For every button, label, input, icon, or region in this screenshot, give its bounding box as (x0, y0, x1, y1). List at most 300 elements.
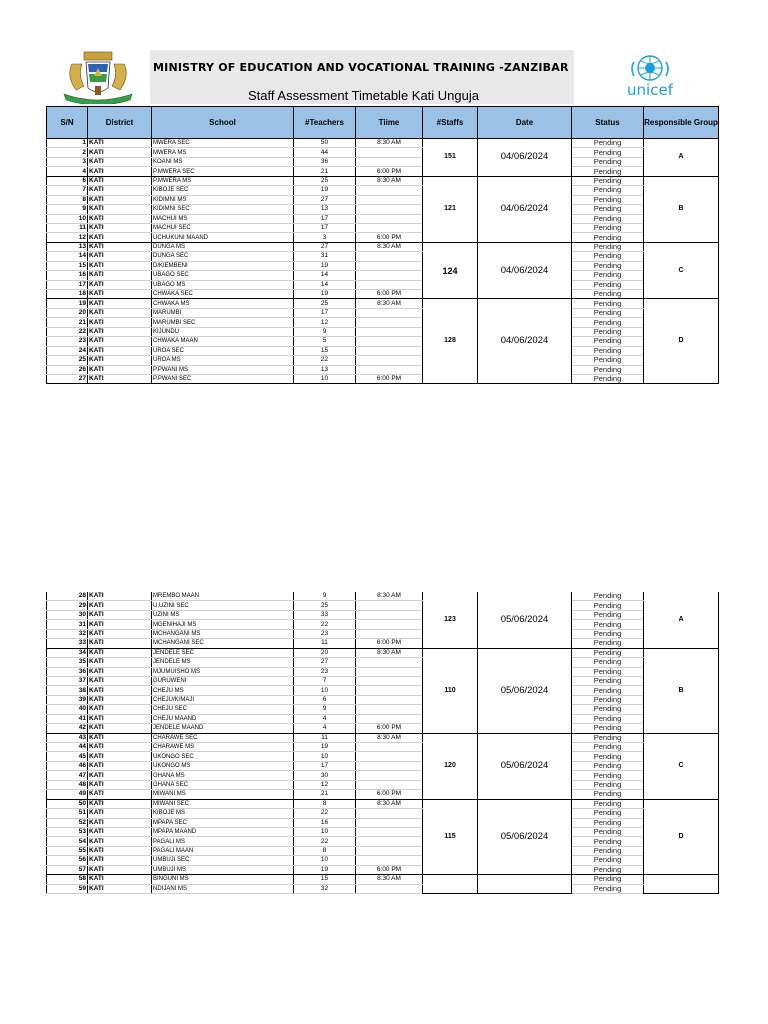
school-cell: MACHUI MS (152, 214, 294, 223)
status-cell: Pending (572, 846, 644, 855)
table-row (47, 771, 719, 780)
teachers-cell: 10 (294, 374, 356, 383)
serial-number-cell: 58 (47, 875, 88, 884)
time-cell (356, 186, 423, 195)
responsible-group-cell: B (644, 648, 719, 733)
district-cell: KATI (88, 261, 152, 270)
time-cell: 8:30 AM (356, 648, 423, 657)
teachers-cell: 23 (294, 667, 356, 676)
time-cell (356, 327, 423, 336)
time-cell: 6:00 PM (356, 639, 423, 648)
time-cell (356, 676, 423, 685)
time-cell (356, 214, 423, 223)
time-cell (356, 809, 423, 818)
school-cell: GHANA SEC (152, 780, 294, 789)
document-subtitle: Staff Assessment Timetable Kati Unguja (248, 88, 479, 103)
table-row (47, 639, 719, 648)
school-cell: MARUMBI SEC (152, 318, 294, 327)
serial-number-cell: 18 (47, 290, 88, 299)
status-cell: Pending (572, 308, 644, 317)
status-cell: Pending (572, 214, 644, 223)
status-cell: Pending (572, 299, 644, 308)
district-cell: KATI (88, 318, 152, 327)
district-cell: KATI (88, 724, 152, 733)
school-cell: MPAPA SEC (152, 818, 294, 827)
status-cell: Pending (572, 271, 644, 280)
serial-number-cell: 29 (47, 601, 88, 610)
teachers-cell: 17 (294, 223, 356, 232)
status-cell: Pending (572, 827, 644, 836)
serial-number-cell: 1 (47, 139, 88, 148)
serial-number-cell: 49 (47, 790, 88, 799)
staffs-cell: 120 (423, 733, 478, 799)
serial-number-cell: 25 (47, 356, 88, 365)
status-cell: Pending (572, 799, 644, 808)
teachers-cell: 23 (294, 629, 356, 638)
status-cell: Pending (572, 176, 644, 185)
table-row (47, 176, 719, 185)
teachers-cell: 15 (294, 875, 356, 884)
serial-number-cell: 39 (47, 695, 88, 704)
teachers-cell: 19 (294, 743, 356, 752)
teachers-cell: 14 (294, 271, 356, 280)
district-cell: KATI (88, 356, 152, 365)
status-cell: Pending (572, 648, 644, 657)
school-cell: MJUMUISHO MS (152, 667, 294, 676)
table-row (47, 875, 719, 884)
teachers-cell: 17 (294, 308, 356, 317)
district-cell: KATI (88, 790, 152, 799)
status-cell: Pending (572, 195, 644, 204)
teachers-cell: 31 (294, 252, 356, 261)
status-cell: Pending (572, 629, 644, 638)
district-cell: KATI (88, 799, 152, 808)
serial-number-cell: 13 (47, 242, 88, 251)
time-cell: 6:00 PM (356, 290, 423, 299)
school-cell: KIJUNDU (152, 327, 294, 336)
teachers-cell: 21 (294, 790, 356, 799)
time-cell (356, 856, 423, 865)
time-cell (356, 771, 423, 780)
status-cell: Pending (572, 714, 644, 723)
table-row (47, 686, 719, 695)
table-row (47, 705, 719, 714)
table-row (47, 629, 719, 638)
serial-number-cell: 4 (47, 167, 88, 176)
serial-number-cell: 47 (47, 771, 88, 780)
district-cell: KATI (88, 856, 152, 865)
table-row (47, 271, 719, 280)
column-header: #Teachers (294, 107, 356, 139)
status-cell: Pending (572, 252, 644, 261)
date-cell: 04/06/2024 (478, 176, 572, 242)
responsible-group-cell: D (644, 799, 719, 875)
district-cell: KATI (88, 818, 152, 827)
time-cell (356, 705, 423, 714)
responsible-group-cell: C (644, 733, 719, 799)
school-cell: UKONGO SEC (152, 752, 294, 761)
table-row (47, 610, 719, 619)
unicef-logo (614, 54, 686, 102)
serial-number-cell: 34 (47, 648, 88, 657)
district-cell: KATI (88, 629, 152, 638)
serial-number-cell: 43 (47, 733, 88, 742)
time-cell (356, 271, 423, 280)
status-cell: Pending (572, 743, 644, 752)
school-cell: P.MWERA MS (152, 176, 294, 185)
teachers-cell: 9 (294, 327, 356, 336)
responsible-group-cell: A (644, 592, 719, 648)
column-header: Status (572, 107, 644, 139)
district-cell: KATI (88, 186, 152, 195)
school-cell: KIBOJE SEC (152, 186, 294, 195)
table-row (47, 186, 719, 195)
time-cell: 8:30 AM (356, 799, 423, 808)
time-cell (356, 261, 423, 270)
serial-number-cell: 23 (47, 337, 88, 346)
staffs-cell: 110 (423, 648, 478, 733)
school-cell: UBAGO MS (152, 280, 294, 289)
district-cell: KATI (88, 639, 152, 648)
district-cell: KATI (88, 695, 152, 704)
responsible-group-cell: B (644, 176, 719, 242)
district-cell: KATI (88, 846, 152, 855)
table-row (47, 743, 719, 752)
responsible-group-cell: C (644, 242, 719, 299)
teachers-cell: 20 (294, 648, 356, 657)
district-cell: KATI (88, 705, 152, 714)
school-cell: PAGALI MS (152, 837, 294, 846)
teachers-cell: 30 (294, 771, 356, 780)
school-cell: MARUMBI (152, 308, 294, 317)
serial-number-cell: 46 (47, 761, 88, 770)
time-cell: 6:00 PM (356, 233, 423, 242)
table-row (47, 205, 719, 214)
school-cell: MACHUI SEC (152, 223, 294, 232)
teachers-cell: 22 (294, 356, 356, 365)
page-break (0, 487, 768, 591)
serial-number-cell: 55 (47, 846, 88, 855)
date-cell: 04/06/2024 (478, 299, 572, 384)
district-cell: KATI (88, 195, 152, 204)
time-cell (356, 252, 423, 261)
time-cell (356, 280, 423, 289)
date-cell: 05/06/2024 (478, 592, 572, 648)
time-cell: 6:00 PM (356, 790, 423, 799)
status-cell: Pending (572, 658, 644, 667)
teachers-cell: 32 (294, 884, 356, 893)
district-cell: KATI (88, 658, 152, 667)
school-cell: PAGALI MAAN (152, 846, 294, 855)
school-cell: BINGUNI MS (152, 875, 294, 884)
district-cell: KATI (88, 299, 152, 308)
status-cell: Pending (572, 695, 644, 704)
time-cell (356, 337, 423, 346)
table-row (47, 601, 719, 610)
status-cell: Pending (572, 280, 644, 289)
time-cell (356, 752, 423, 761)
status-cell: Pending (572, 365, 644, 374)
table-row (47, 799, 719, 808)
serial-number-cell: 20 (47, 308, 88, 317)
time-cell (356, 658, 423, 667)
district-cell: KATI (88, 648, 152, 657)
teachers-cell: 25 (294, 601, 356, 610)
time-cell: 8:30 AM (356, 592, 423, 601)
status-cell: Pending (572, 780, 644, 789)
school-cell: MREMBO MAAN (152, 592, 294, 601)
table-row (47, 790, 719, 799)
school-cell: P.PWANI SEC (152, 374, 294, 383)
district-cell: KATI (88, 157, 152, 166)
school-cell: MPAPA MAAND (152, 827, 294, 836)
district-cell: KATI (88, 667, 152, 676)
school-cell: JENDELE SEC (152, 648, 294, 657)
school-cell: UBAGO SEC (152, 271, 294, 280)
teachers-cell: 19 (294, 290, 356, 299)
school-cell: CHEJU/K/MAJI (152, 695, 294, 704)
time-cell: 6:00 PM (356, 167, 423, 176)
district-cell: KATI (88, 752, 152, 761)
school-cell: D/KIEMBENI (152, 261, 294, 270)
status-cell: Pending (572, 667, 644, 676)
status-cell: Pending (572, 290, 644, 299)
teachers-cell: 50 (294, 139, 356, 148)
serial-number-cell: 38 (47, 686, 88, 695)
district-cell: KATI (88, 242, 152, 251)
status-cell: Pending (572, 223, 644, 232)
teachers-cell: 19 (294, 186, 356, 195)
status-cell: Pending (572, 337, 644, 346)
table-row (47, 676, 719, 685)
district-cell: KATI (88, 884, 152, 893)
teachers-cell: 17 (294, 214, 356, 223)
district-cell: KATI (88, 827, 152, 836)
status-cell: Pending (572, 356, 644, 365)
district-cell: KATI (88, 139, 152, 148)
school-cell: CHARAWE SEC (152, 733, 294, 742)
column-header: Responsible Group (644, 107, 719, 139)
zanzibar-coat-of-arms-logo (58, 50, 138, 104)
table-row (47, 148, 719, 157)
serial-number-cell: 19 (47, 299, 88, 308)
teachers-cell: 6 (294, 695, 356, 704)
table-row (47, 308, 719, 317)
time-cell: 6:00 PM (356, 724, 423, 733)
column-header: #Staffs (423, 107, 478, 139)
table-row (47, 252, 719, 261)
serial-number-cell: 44 (47, 743, 88, 752)
teachers-cell: 5 (294, 337, 356, 346)
status-cell: Pending (572, 884, 644, 893)
serial-number-cell: 22 (47, 327, 88, 336)
serial-number-cell: 42 (47, 724, 88, 733)
column-header: Tiime (356, 107, 423, 139)
district-cell: KATI (88, 610, 152, 619)
unicef-wordmark: unicef (627, 81, 673, 99)
table-row (47, 592, 719, 601)
teachers-cell: 10 (294, 827, 356, 836)
district-cell: KATI (88, 327, 152, 336)
time-cell: 6:00 PM (356, 865, 423, 874)
time-cell: 8:30 AM (356, 875, 423, 884)
table-row (47, 290, 719, 299)
district-cell: KATI (88, 620, 152, 629)
school-cell: UROA SEC (152, 346, 294, 355)
table-row (47, 865, 719, 874)
table-row (47, 761, 719, 770)
time-cell (356, 714, 423, 723)
status-cell: Pending (572, 620, 644, 629)
teachers-cell: 10 (294, 856, 356, 865)
time-cell (356, 318, 423, 327)
serial-number-cell: 45 (47, 752, 88, 761)
column-header: Date (478, 107, 572, 139)
status-cell: Pending (572, 261, 644, 270)
table-row (47, 695, 719, 704)
serial-number-cell: 31 (47, 620, 88, 629)
time-cell (356, 195, 423, 204)
district-cell: KATI (88, 167, 152, 176)
date-cell: 04/06/2024 (478, 242, 572, 299)
table-row (47, 827, 719, 836)
unicef-emblem-icon (614, 54, 686, 84)
staffs-cell (423, 875, 478, 894)
district-cell: KATI (88, 308, 152, 317)
date-cell: 05/06/2024 (478, 648, 572, 733)
school-cell: CHARAWE MS (152, 743, 294, 752)
teachers-cell: 14 (294, 280, 356, 289)
teachers-cell: 27 (294, 658, 356, 667)
school-cell: UKONGO MS (152, 761, 294, 770)
status-cell: Pending (572, 733, 644, 742)
serial-number-cell: 15 (47, 261, 88, 270)
teachers-cell: 15 (294, 346, 356, 355)
table-row (47, 809, 719, 818)
serial-number-cell: 26 (47, 365, 88, 374)
district-cell: KATI (88, 714, 152, 723)
table-row (47, 233, 719, 242)
table-row (47, 299, 719, 308)
serial-number-cell: 14 (47, 252, 88, 261)
serial-number-cell: 53 (47, 827, 88, 836)
serial-number-cell: 11 (47, 223, 88, 232)
table-row (47, 318, 719, 327)
table-row (47, 724, 719, 733)
responsible-group-cell: A (644, 139, 719, 177)
time-cell (356, 223, 423, 232)
district-cell: KATI (88, 176, 152, 185)
table-body (47, 592, 719, 894)
status-cell: Pending (572, 167, 644, 176)
school-cell: MIWANI SEC (152, 799, 294, 808)
school-cell: P.MWERA SEC (152, 167, 294, 176)
table-row (47, 139, 719, 148)
school-cell: CHWAKA MAAN (152, 337, 294, 346)
time-cell: 8:30 AM (356, 733, 423, 742)
table-row (47, 280, 719, 289)
time-cell: 8:30 AM (356, 176, 423, 185)
ministry-title: MINISTRY OF EDUCATION AND VOCATIONAL TRAINING -ZANZIBAR (153, 61, 569, 74)
teachers-cell: 12 (294, 318, 356, 327)
school-cell: KIDIMNI SEC (152, 205, 294, 214)
timetable-table-1 (46, 106, 719, 384)
status-cell: Pending (572, 761, 644, 770)
time-cell: 8:30 AM (356, 299, 423, 308)
date-cell: 05/06/2024 (478, 799, 572, 875)
district-cell: KATI (88, 686, 152, 695)
status-cell: Pending (572, 592, 644, 601)
table-row (47, 620, 719, 629)
status-cell: Pending (572, 205, 644, 214)
serial-number-cell: 41 (47, 714, 88, 723)
table-body (47, 139, 719, 384)
time-cell: 6:00 PM (356, 374, 423, 383)
school-cell: UMBUJI MS (152, 865, 294, 874)
school-cell: MWERA MS (152, 148, 294, 157)
teachers-cell: 21 (294, 167, 356, 176)
teachers-cell: 4 (294, 724, 356, 733)
serial-number-cell: 3 (47, 157, 88, 166)
teachers-cell: 36 (294, 157, 356, 166)
school-cell: JENDELE MS (152, 658, 294, 667)
serial-number-cell: 35 (47, 658, 88, 667)
teachers-cell: 13 (294, 205, 356, 214)
time-cell (356, 365, 423, 374)
table-row (47, 884, 719, 893)
district-cell: KATI (88, 592, 152, 601)
school-cell: MWERA SEC (152, 139, 294, 148)
district-cell: KATI (88, 252, 152, 261)
time-cell (356, 761, 423, 770)
teachers-cell: 7 (294, 676, 356, 685)
table-row (47, 223, 719, 232)
time-cell (356, 157, 423, 166)
time-cell (356, 667, 423, 676)
district-cell: KATI (88, 337, 152, 346)
status-cell: Pending (572, 865, 644, 874)
school-cell: GHANA MS (152, 771, 294, 780)
school-cell: DUNGA MS (152, 242, 294, 251)
serial-number-cell: 37 (47, 676, 88, 685)
school-cell: KIBOJE MS (152, 809, 294, 818)
status-cell: Pending (572, 148, 644, 157)
school-cell: JENDELE MAAND (152, 724, 294, 733)
responsible-group-cell: D (644, 299, 719, 384)
status-cell: Pending (572, 139, 644, 148)
district-cell: KATI (88, 271, 152, 280)
serial-number-cell: 21 (47, 318, 88, 327)
serial-number-cell: 54 (47, 837, 88, 846)
district-cell: KATI (88, 743, 152, 752)
time-cell (356, 695, 423, 704)
table-row (47, 365, 719, 374)
teachers-cell: 19 (294, 865, 356, 874)
staffs-cell: 121 (423, 176, 478, 242)
serial-number-cell: 59 (47, 884, 88, 893)
teachers-cell: 25 (294, 176, 356, 185)
table-row (47, 837, 719, 846)
status-cell: Pending (572, 610, 644, 619)
status-cell: Pending (572, 374, 644, 383)
table-row (47, 818, 719, 827)
time-cell (356, 629, 423, 638)
column-header: S/N (47, 107, 88, 139)
serial-number-cell: 33 (47, 639, 88, 648)
table-row (47, 648, 719, 657)
serial-number-cell: 2 (47, 148, 88, 157)
status-cell: Pending (572, 837, 644, 846)
